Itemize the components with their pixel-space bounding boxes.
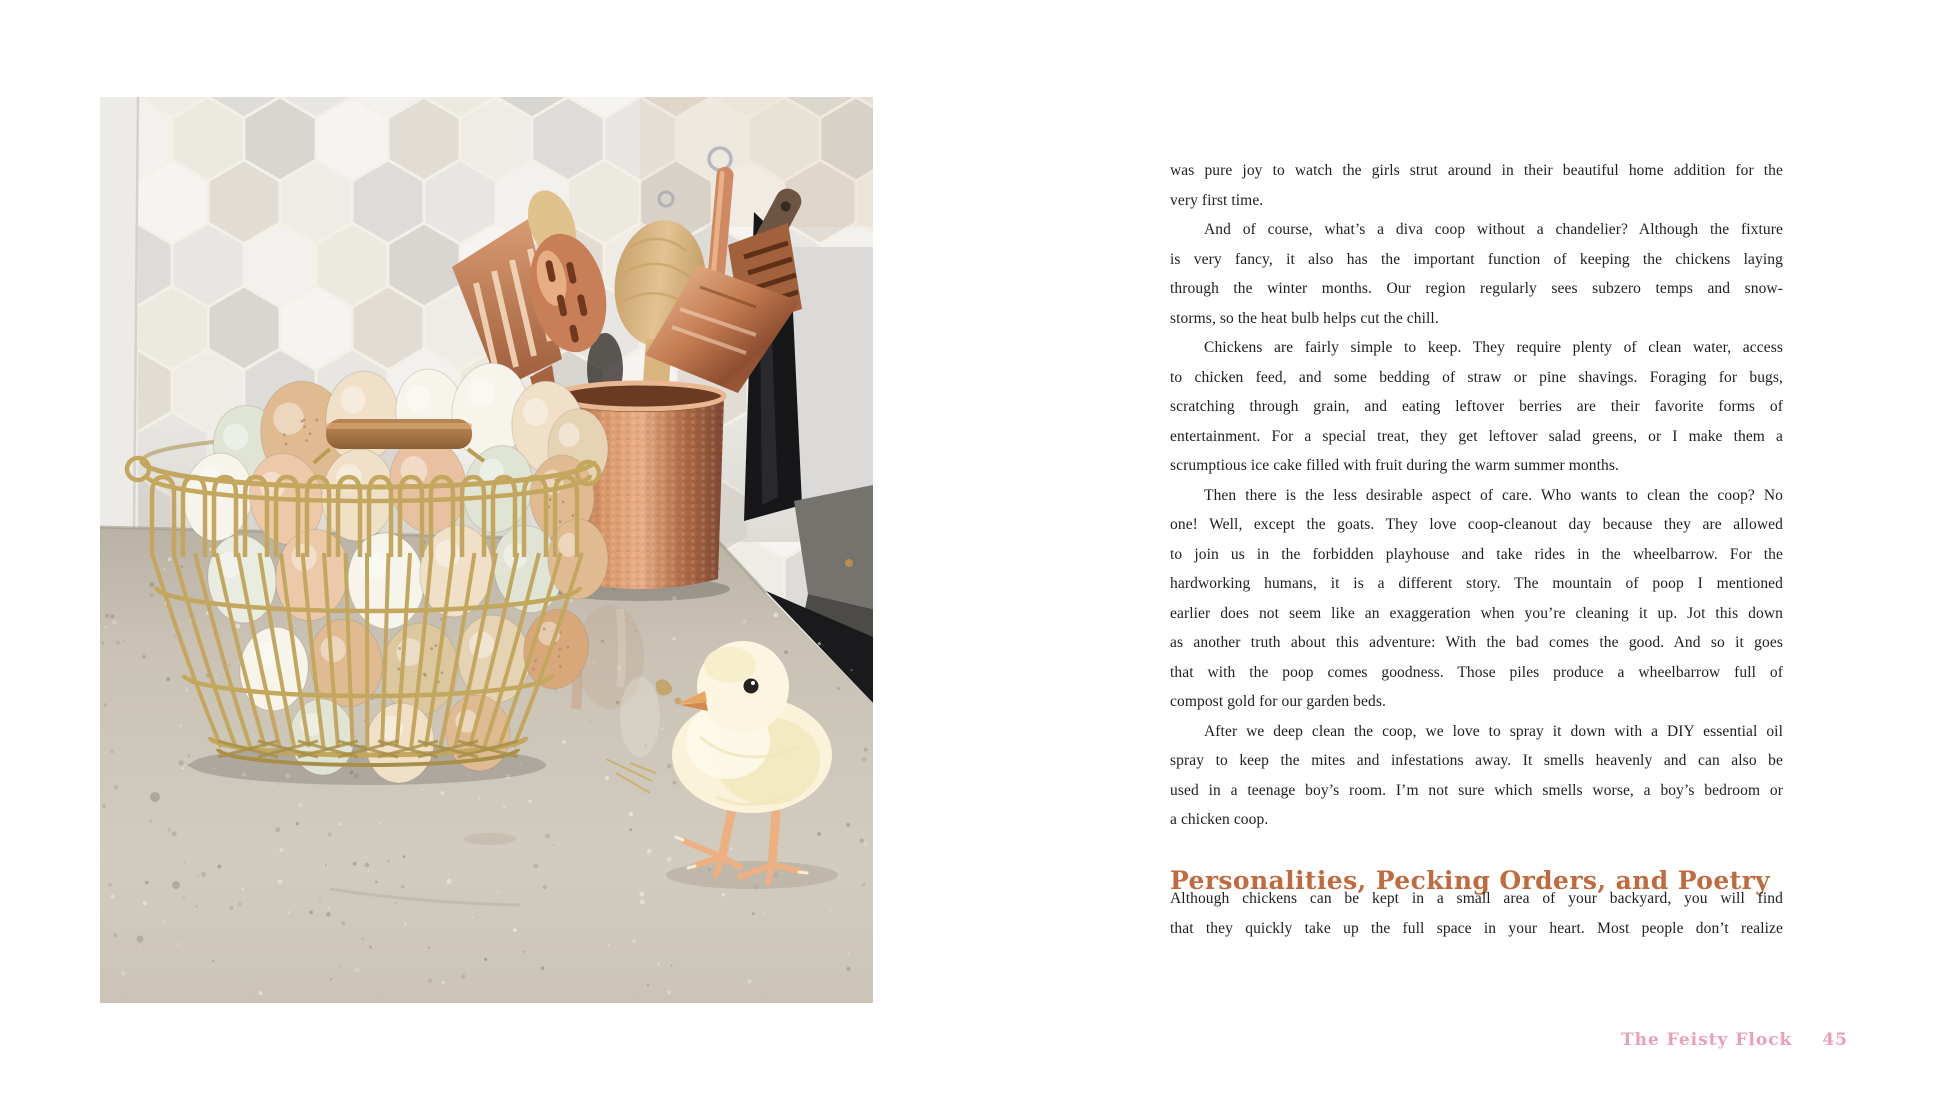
text-line: spray to keep the mites and infestations away. It smells heavenly and can also be (1170, 752, 1783, 769)
text-line: scratching through grain, and eating leftover berries are their favorite forms of (1170, 398, 1783, 415)
section-heading: Personalities, Pecking Orders, and Poetry (1170, 865, 1771, 895)
text-line: hardworking humans, it is a different story. The mountain of poop I mentioned (1170, 575, 1783, 592)
body-text-after-heading (1170, 884, 1783, 943)
text-line: to join us in the forbidden playhouse and take rides in the wheelbarrow. For the (1170, 545, 1783, 563)
text-line: Then there is the less desirable aspect of care. Who wants to clean the coop? No (1204, 486, 1783, 504)
wall-side-panel (790, 247, 873, 505)
text-line: And of course, what’s a diva coop without a chandelier? Although the fixture (1204, 221, 1783, 238)
text-line: was pure joy to watch the girls strut around in their beautiful home addition for the (1170, 162, 1783, 179)
text-line: a chicken coop. (1170, 811, 1269, 828)
text-line: earlier does not seem like an exaggeration when you’re cleaning it up. Jot this down (1170, 604, 1783, 622)
text-line: to chicken feed, and some bedding of straw or pine shavings. Foraging for bugs, (1170, 368, 1783, 386)
text-line: scrumptious ice cake filled with fruit during the warm summer months. (1170, 457, 1619, 474)
text-line: After we deep clean the coop, we love to spray it down with a DIY essential oil (1204, 722, 1783, 740)
text-line: through the winter months. Our region regularly sees subzero temps and snow- (1170, 280, 1783, 297)
tile-warm-tint (640, 97, 873, 227)
text-line: used in a teenage boy’s room. I’m not sure which smells worse, a boy’s bedroom or (1170, 781, 1783, 799)
page-number: 45 (1822, 1030, 1848, 1050)
chapter-title: The Feisty Flock (1620, 1030, 1793, 1050)
text-line: very first time. (1170, 191, 1264, 209)
text-line: Although chickens can be kept in a small area of your backyard, you will find (1170, 890, 1783, 907)
text-line: is very fancy, it also has the important function of keeping the chickens laying (1170, 250, 1783, 268)
step-crumb (845, 559, 853, 567)
page-footer (1621, 1030, 1848, 1050)
text-line: that they quickly take up the full space in your heart. Most people don’t realize (1170, 919, 1783, 937)
text-line: as another truth about this adventure: With the bad comes the good. And so it goes (1170, 634, 1783, 651)
text-line: entertainment. For a special treat, they get leftover salad greens, or I make them a (1170, 427, 1783, 445)
wall-corner-strip (100, 97, 138, 529)
text-line: one! Well, except the goats. They love coop-cleanout day because they are allowed (1170, 516, 1783, 533)
text-line: compost gold for our garden beds. (1170, 693, 1386, 710)
body-text-column (1170, 156, 1783, 835)
text-line: Chickens are fairly simple to keep. They require plenty of clean water, access (1204, 339, 1783, 356)
text-line: that with the poop comes goodness. Those piles produce a wheelbarrow full of (1170, 663, 1783, 681)
text-line: storms, so the heat bulb helps cut the chill. (1170, 309, 1439, 327)
kitchen-photo (100, 97, 873, 1003)
chick-eye (744, 679, 759, 694)
